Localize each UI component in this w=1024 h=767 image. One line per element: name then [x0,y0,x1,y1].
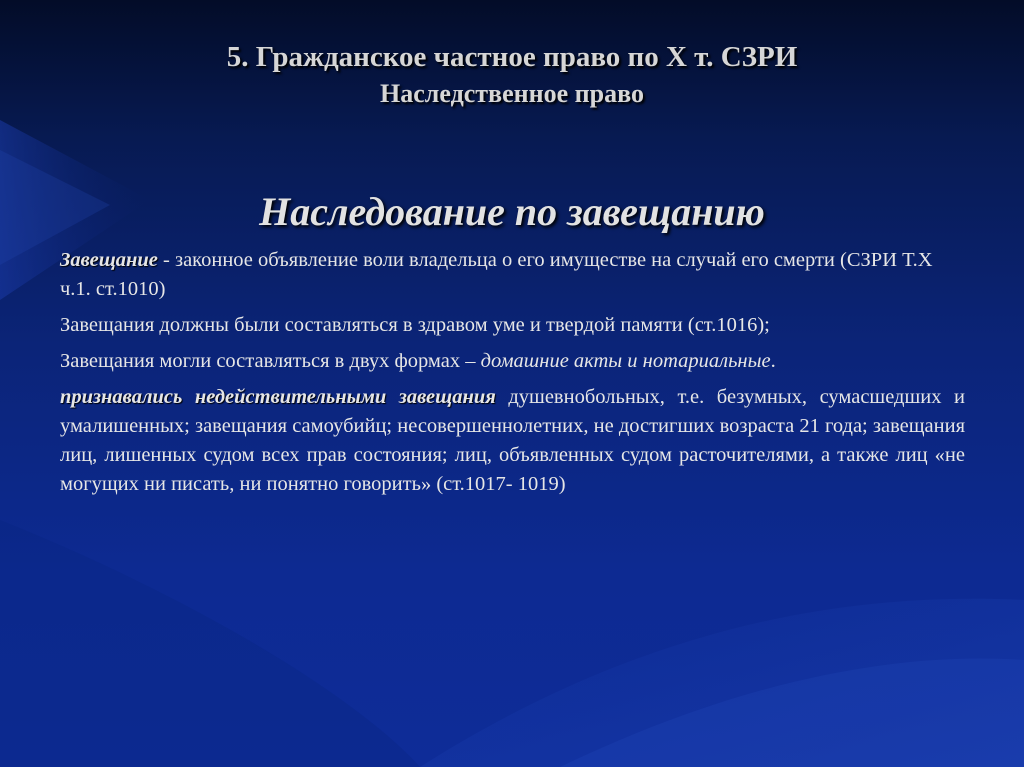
title-line-2: Наследственное право [380,79,644,108]
term-invalid: признавались недействительными завещания [60,386,496,408]
forms-end: . [770,350,776,372]
paragraph-requirements [60,311,965,340]
section-heading: Наследование по завещанию [259,189,765,234]
definition-text: - законное объявление воли владельца о его имуществе на случай его смерти (СЗРИ Т.Х ч.1. ст.1010) [60,249,933,300]
paragraph-invalid [60,383,965,499]
term-zaveshchanie: Завещание [60,249,158,271]
slide-title [140,38,884,112]
paragraph-forms [60,347,965,376]
paragraph-definition [60,246,965,304]
body-content [60,246,965,506]
forms-italic: домашние акты и нотариальные [480,350,771,372]
title-line-1: 5. Гражданское частное право по Х т. СЗРИ [226,41,798,73]
invalid-text: душевнобольных, т.е. безумных, сумасшедших и умалишенных; завещания самоубийц; несовершеннолетних, не достигших возраста 21 года; завещания лиц, лишенных судом всех прав состояния; лиц, объявленных судом расточителями, а также лиц «не могущих ни писать, ни понятно говорить» (ст.1017- 1019) [60,386,965,495]
requirements-text: Завещания должны были составляться в здравом уме и твердой памяти (ст.1016); [60,314,770,336]
forms-text: Завещания могли составляться в двух формах – [60,350,481,372]
